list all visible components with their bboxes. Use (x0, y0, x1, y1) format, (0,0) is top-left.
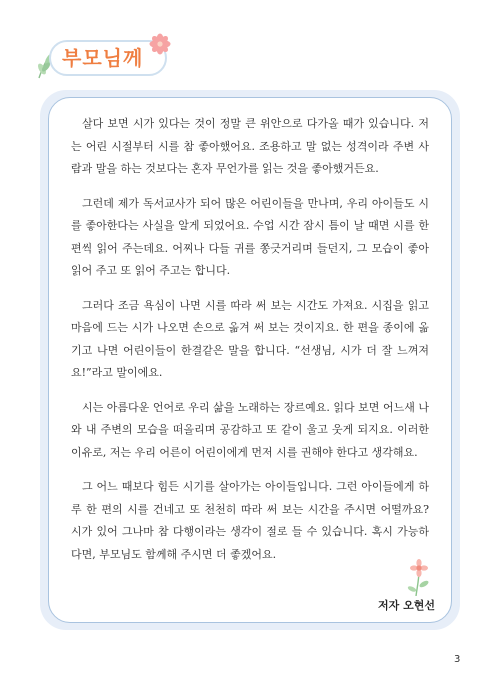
letter-body (71, 113, 429, 566)
page-title: 부모님께 (62, 46, 144, 70)
letter-paragraph: 그러다 조금 욕심이 나면 시를 따라 써 보는 시간도 가져요. 시집을 읽고 마음에 드는 시가 나오면 손으로 옮겨 써 보는 것이지요. 한 편을 종이에 옮기고 나면 어린이들이 한결같은 말을 합니다. “선생님, 시가 더 잘 느껴져요!”라고 말이에요. (71, 298, 429, 379)
letter-paragraph: 그 어느 때보다 힘든 시기를 살아가는 아이들입니다. 그런 아이들에게 하루 한 편의 시를 건네고 또 천천히 따라 써 보는 시간을 주시면 어떨까요? 시가 있어 그나마 참 다행이라는 생각이 절로 들 수 있습니다. 혹시 가능하다면, 부모님도 함께해 주시면 더 좋겠어요. (71, 480, 429, 561)
letter-paragraph: 살다 보면 시가 있다는 것이 정말 큰 위안으로 다가올 때가 있습니다. 저는 어린 시절부터 시를 참 좋아했어요. 조용하고 말 없는 성격이라 주변 사람과 말을 하는 것보다는 혼자 무언가를 읽는 것을 좋아했거든요. (71, 117, 429, 175)
letter-paragraph: 그런데 제가 독서교사가 되어 많은 어린이들을 만나며, 우리 아이들도 시를 좋아한다는 사실을 알게 되었어요. 수업 시간 잠시 틈이 날 때면 시를 한 편씩 읽어 주는데요. 어찌나 다들 귀를 쫑긋거리며 들던지, 그 모습이 좋아 읽어 주고 또 읽어 주고는 합니다. (71, 196, 429, 277)
daisy-plant-icon (402, 556, 436, 596)
page-number: 3 (454, 654, 461, 665)
author-signature: 저자 오현선 (378, 599, 435, 612)
letter-paragraph: 시는 아름다운 언어로 우리 삶을 노래하는 장르예요. 읽다 보면 어느새 나와 내 주변의 모습을 떠올리며 공감하고 또 같이 울고 웃게 되지요. 이러한 이유로, 저는 우리 어른이 어린이에게 먼저 시를 권해야 한다고 생각해요. (71, 400, 429, 459)
flower-icon (148, 32, 172, 56)
